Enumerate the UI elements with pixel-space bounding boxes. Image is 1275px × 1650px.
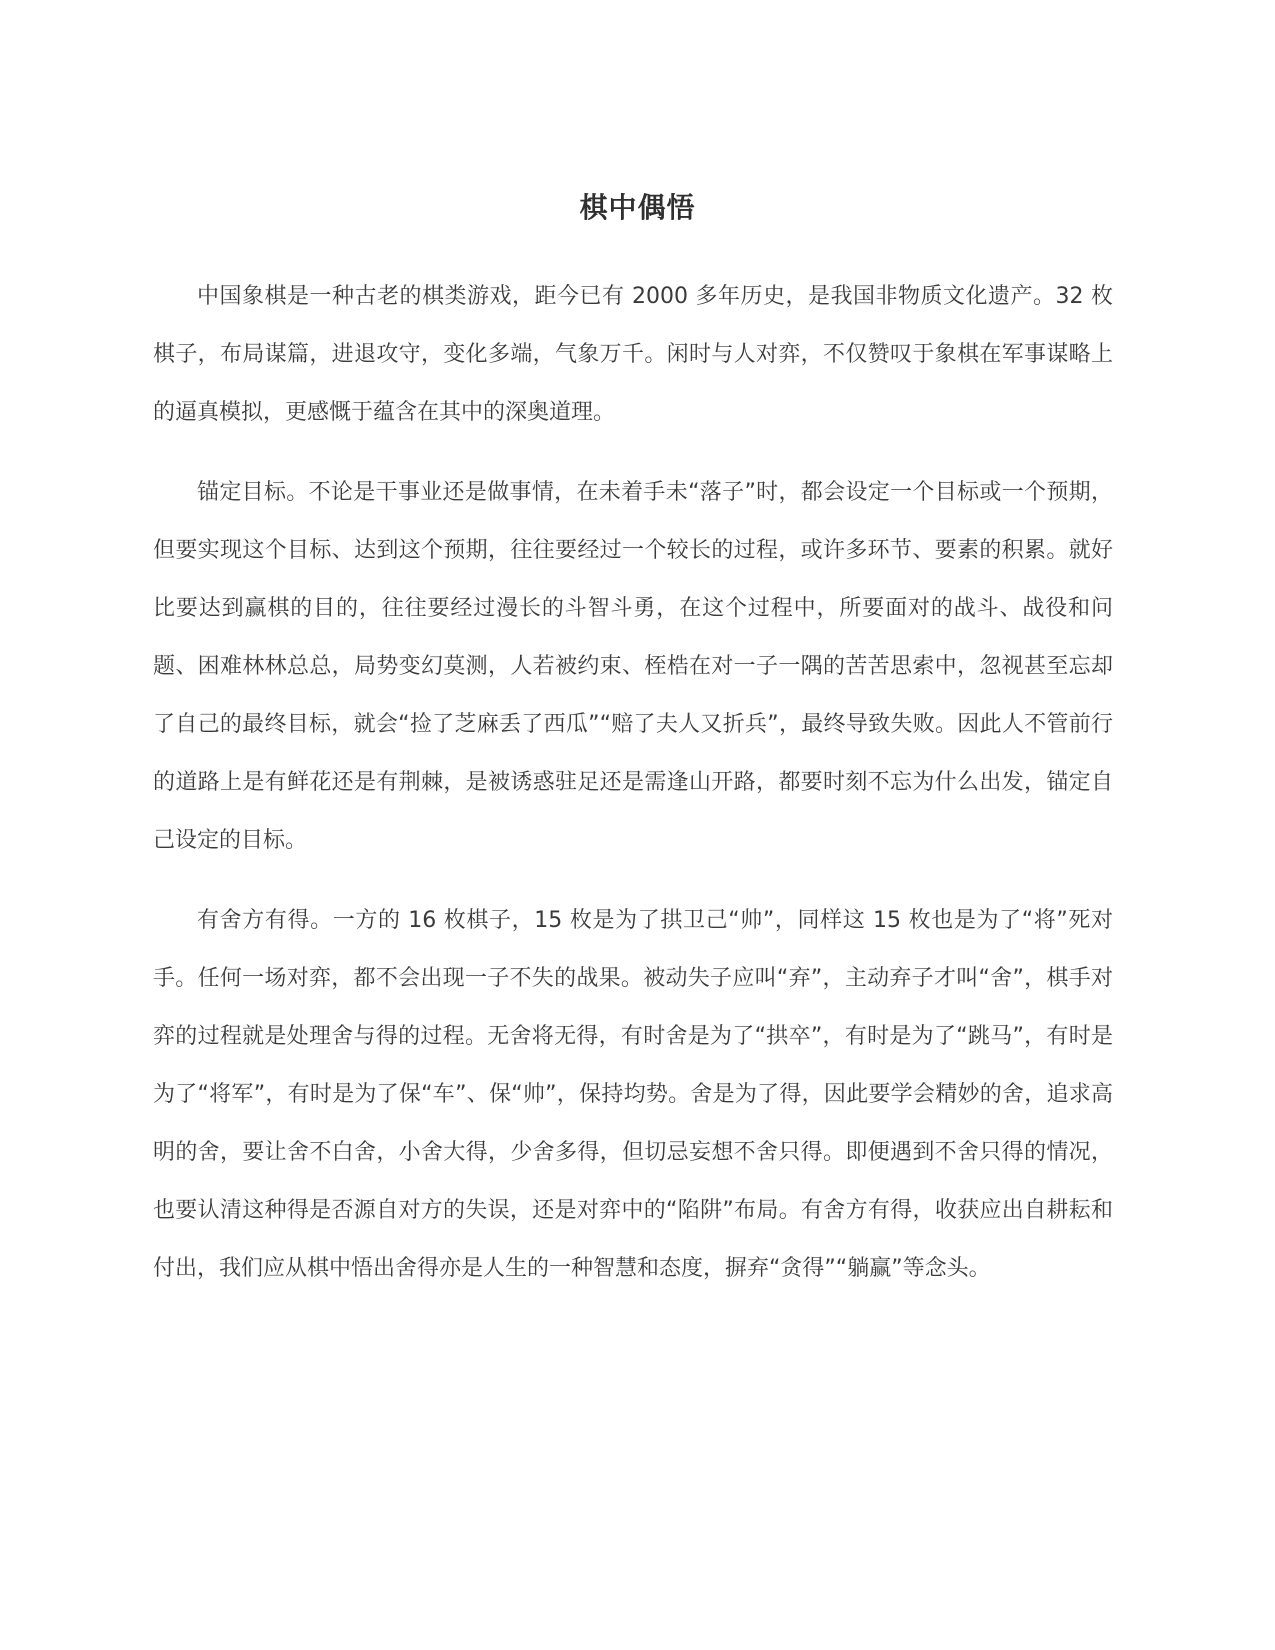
paragraph-give-and-gain: 有舍方有得。一方的 16 枚棋子，15 枚是为了拱卫己“帅”，同样这 15 枚也是为了“将”死对手。任何一场对弈，都不会出现一子不失的战果。被动失子应叫“弃”，主动弃子才叫“舍”，棋手对弈的过程就是处理舍与得的过程。无舍将无得，有时舍是为了“拱卒”，有时是为了“跳马”，有时是为了“将军”，有时是为了保“车”、保“帅”，保持均势。舍是为了得，因此要学会精妙的舍，追求高明的舍，要让舍不白舍，小舍大得，少舍多得，但切忌妄想不舍只得。即便遇到不舍只得的情况，也要认清这种得是否源自对方的失误，还是对弈中的“陷阱”布局。有舍方有得，收获应出自耕耘和付出，我们应从棋中悟出舍得亦是人生的一种智慧和态度，摒弃“贪得”“躺赢”等念头。 xyxy=(153,908,1113,1281)
paragraph-intro: 中国象棋是一种古老的棋类游戏，距今已有 2000 多年历史，是我国非物质文化遗产。32 枚棋子，布局谋篇，进退攻守，变化多端，气象万千。闲时与人对弈，不仅赞叹于象棋在军事谋略上的逼真模拟，更感慨于蕴含在其中的深奥道理。 xyxy=(153,284,1113,425)
document-title: 棋中偶悟 xyxy=(579,191,696,224)
document-body xyxy=(153,268,1113,1320)
paragraph-anchor-goal: 锚定目标。不论是干事业还是做事情，在未着手未“落子”时，都会设定一个目标或一个预期，但要实现这个目标、达到这个预期，往往要经过一个较长的过程，或许多环节、要素的积累。就好比要达到赢棋的目的，往往要经过漫长的斗智斗勇，在这个过程中，所要面对的战斗、战役和问题、困难林林总总，局势变幻莫测，人若被约束、桎梏在对一子一隅的苦苦思索中，忽视甚至忘却了自己的最终目标，就会“捡了芝麻丢了西瓜”“赔了夫人又折兵”，最终导致失败。因此人不管前行的道路上是有鲜花还是有荆棘，是被诱惑驻足还是需逢山开路，都要时刻不忘为什么出发，锚定自己设定的目标。 xyxy=(153,480,1113,853)
